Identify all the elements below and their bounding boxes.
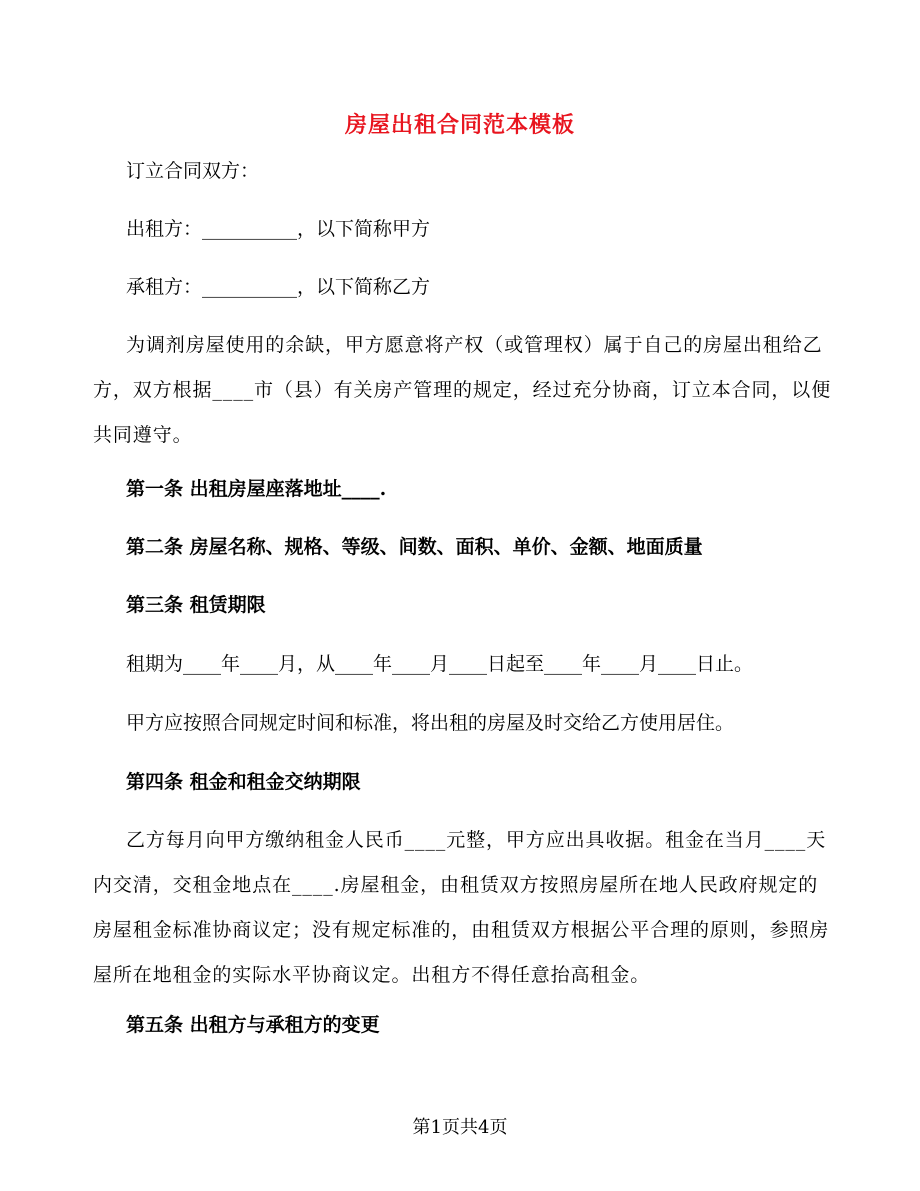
term-delivery-line: 甲方应按照合同规定时间和标准，将出租的房屋及时交给乙方使用居住。 xyxy=(126,712,735,734)
article-1-heading: 第一条 出租房屋座落地址____. xyxy=(126,478,387,500)
page-number: 第1页共4页 xyxy=(412,1117,508,1138)
article-3-heading: 第三条 租赁期限 xyxy=(126,594,266,616)
article-4-heading: 第四条 租金和租金交纳期限 xyxy=(126,771,361,793)
rent-paragraph: 乙方每月向甲方缴纳租金人民币____元整，甲方应出具收据。租金在当月____天内交清，交租金地点在____.房屋租金，由租赁双方按照房屋所在地人民政府规定的房屋租金标准协商议定；没有规定标准的，由租赁双方根据公平合理的原则，参照房屋所在地租金的实际水平协商议定。出租方不得任意抬高租金。 xyxy=(93,829,830,986)
lessee-line: 承租方：__________，以下简称乙方 xyxy=(126,276,431,298)
intro-line: 订立合同双方： xyxy=(126,160,260,182)
article-2-heading: 第二条 房屋名称、规格、等级、间数、面积、单价、金额、地面质量 xyxy=(126,536,703,558)
preamble-paragraph: 为调剂房屋使用的余缺，甲方愿意将产权（或管理权）属于自己的房屋出租给乙方，双方根据____市（县）有关房产管理的规定，经过充分协商，订立本合同，以便共同遵守。 xyxy=(93,334,832,446)
lessor-line: 出租方：__________，以下简称甲方 xyxy=(126,218,431,240)
article-5-heading: 第五条 出租方与承租方的变更 xyxy=(126,1014,380,1036)
term-period-line: 租期为____年____月，从____年____月____日起至____年____月____日止。 xyxy=(126,653,754,675)
document-title: 房屋出租合同范本模板 xyxy=(344,112,575,138)
